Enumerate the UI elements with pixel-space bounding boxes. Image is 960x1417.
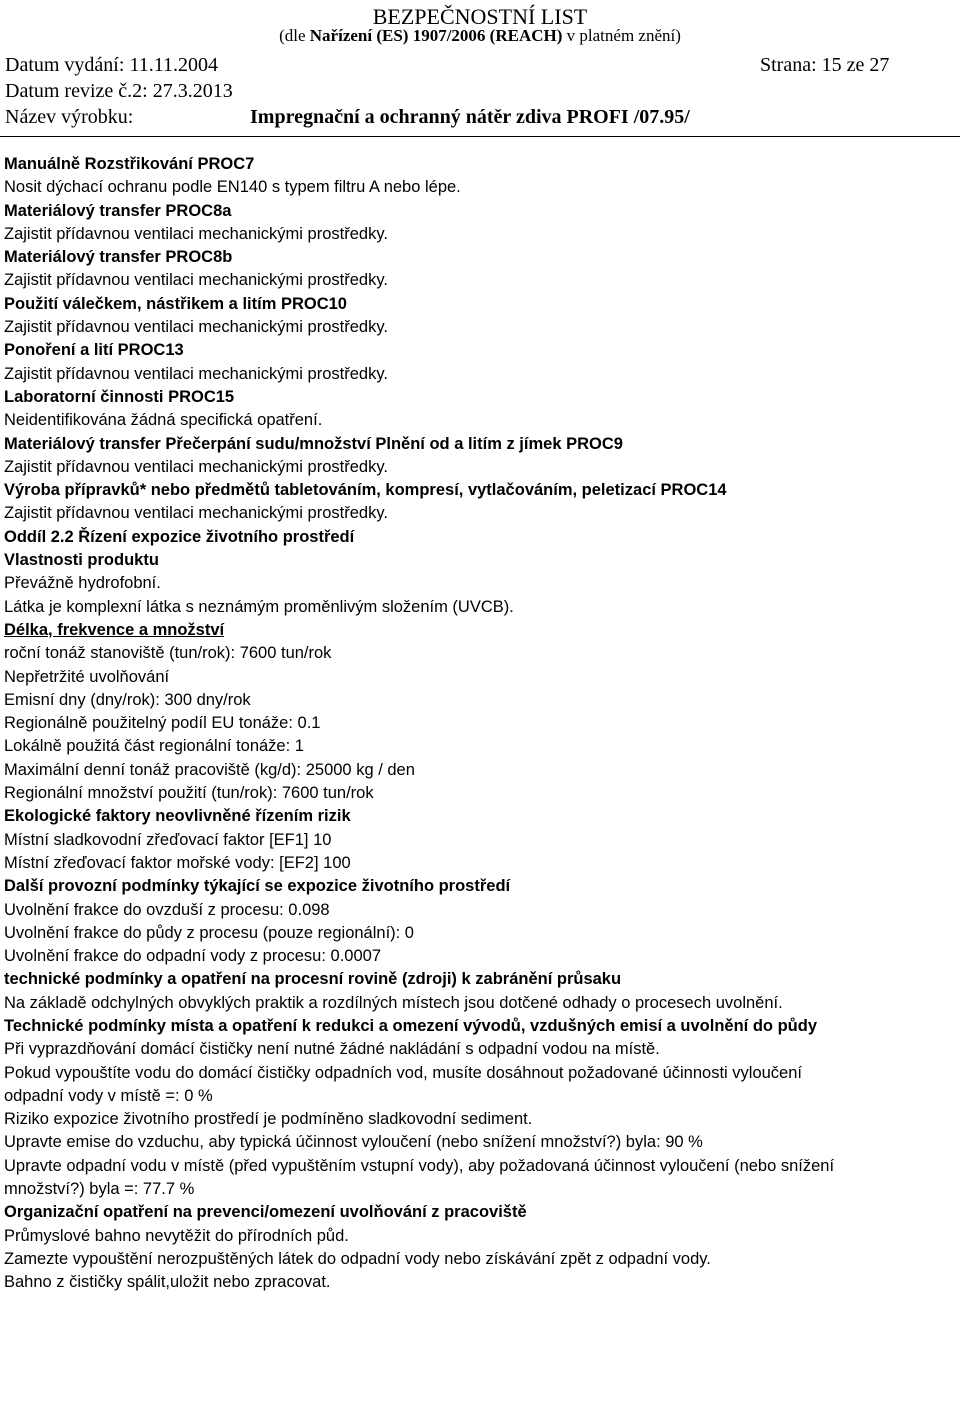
document-body	[4, 153, 954, 1295]
text-line: Regionální množství použití (tun/rok): 7600 tun/rok	[4, 784, 374, 803]
text-line: Upravte emise do vzduchu, aby typická účinnost vyloučení (nebo snížení množství?) byla: 90 %	[4, 1133, 703, 1152]
section-heading: Materiálový transfer PROC8a	[4, 201, 232, 220]
section-heading: technické podmínky a opatření na procesní rovině (zdroji) k zabránění průsaku	[4, 970, 622, 989]
text-line: Zajistit přídavnou ventilaci mechanickými prostředky.	[4, 504, 388, 523]
regulation-suffix: v platném znění)	[562, 26, 681, 45]
text-line: Emisní dny (dny/rok): 300 dny/rok	[4, 690, 251, 709]
text-line: Nosit dýchací ochranu podle EN140 s typem filtru A nebo lépe.	[4, 178, 461, 197]
page-header	[0, 0, 960, 140]
issue-date-row	[5, 54, 218, 77]
section-heading: Oddíl 2.2 Řízení expozice životního prostředí	[4, 527, 355, 546]
text-line: Pokud vypouštíte vodu do domácí čističky odpadních vod, musíte dosáhnout požadované účinnosti vyloučení odpadní vody v místě =: 0 %	[4, 1063, 802, 1105]
text-line: Zajistit přídavnou ventilaci mechanickými prostředky.	[4, 271, 388, 290]
text-line: roční tonáž stanoviště (tun/rok): 7600 tun/rok	[4, 644, 332, 663]
regulation-prefix: (dle	[279, 26, 310, 45]
issue-date: 11.11.2004	[129, 54, 218, 76]
text-line: Zamezte vypouštění nerozpuštěných látek do odpadní vody nebo získávání zpět z odpadní vody.	[4, 1249, 711, 1268]
product-label: Název výrobku:	[5, 106, 134, 128]
text-line: Průmyslové bahno nevytěžit do přírodních půd.	[4, 1226, 349, 1245]
text-line: Bahno z čističky spálit,uložit nebo zpracovat.	[4, 1273, 331, 1292]
text-line: Lokálně použitá část regionální tonáže: 1	[4, 737, 304, 756]
section-heading: Materiálový transfer PROC8b	[4, 248, 233, 267]
text-line: Zajistit přídavnou ventilaci mechanickými prostředky.	[4, 457, 388, 476]
text-line: Riziko expozice životního prostředí je podmíněno sladkovodní sediment.	[4, 1110, 533, 1129]
text-line: Zajistit přídavnou ventilaci mechanickými prostředky.	[4, 224, 388, 243]
text-line: Nepřetržité uvolňování	[4, 667, 170, 686]
text-line: Látka je komplexní látka s neznámým proměnlivým složením (UVCB).	[4, 597, 514, 616]
section-heading: Délka, frekvence a množství	[4, 620, 225, 639]
text-line: Regionálně použitelný podíl EU tonáže: 0.1	[4, 714, 321, 733]
product-row	[5, 106, 690, 129]
text-line: Převážně hydrofobní.	[4, 574, 161, 593]
section-heading: Materiálový transfer Přečerpání sudu/množství Plnění od a litím z jímek PROC9	[4, 434, 623, 453]
text-line: Zajistit přídavnou ventilaci mechanickými prostředky.	[4, 364, 388, 383]
section-heading: Technické podmínky místa a opatření k redukci a omezení vývodů, vzdušných emisí a uvolnění do půdy	[4, 1016, 817, 1035]
revision-date: 27.3.2013	[152, 80, 233, 102]
section-heading: Vlastnosti produktu	[4, 551, 159, 570]
text-line: Upravte odpadní vodu v místě (před vypuštěním vstupní vody), aby požadovaná účinnost vyloučení (nebo snížení množství?) byla =: 77.7 %	[4, 1156, 835, 1199]
regulation-note	[0, 26, 960, 46]
text-line: Při vyprazdňování domácí čističky není nutné žádné nakládání s odpadní vodou na místě.	[4, 1040, 660, 1059]
text-line: Uvolnění frakce do odpadní vody z procesu: 0.0007	[4, 947, 381, 966]
section-heading: Ponoření a lití PROC13	[4, 341, 184, 360]
revision-date-row	[5, 80, 233, 103]
header-divider	[0, 136, 960, 137]
regulation-name: Nařízení (ES) 1907/2006 (REACH)	[309, 26, 563, 45]
text-line: Uvolnění frakce do ovzduší z procesu: 0.098	[4, 900, 330, 919]
section-heading: Použití válečkem, nástřikem a litím PROC10	[4, 294, 347, 313]
page-number: Strana: 15 ze 27	[760, 54, 890, 76]
section-heading: Další provozní podmínky týkající se expozice životního prostředí	[4, 877, 511, 896]
document-title: BEZPEČNOSTNÍ LIST	[372, 4, 588, 29]
text-line: Místní zřeďovací faktor mořské vody: [EF2] 100	[4, 853, 351, 872]
issue-date-label: Datum vydání:	[5, 54, 125, 76]
section-heading: Organizační opatření na prevenci/omezení uvolňování z pracoviště	[4, 1203, 527, 1222]
text-line: Na základě odchylných obvyklých praktik a rozdílných místech jsou dotčené odhady o procesech uvolnění.	[4, 993, 783, 1012]
product-name: Impregnační a ochranný nátěr zdiva PROFI /07.95/	[250, 106, 690, 128]
revision-date-label: Datum revize č.2:	[5, 80, 148, 102]
text-line: Místní sladkovodní zřeďovací faktor [EF1] 10	[4, 830, 332, 849]
text-line: Neidentifikována žádná specifická opatření.	[4, 411, 323, 430]
section-heading: Ekologické faktory neovlivněné řízením rizik	[4, 807, 351, 826]
text-line: Uvolnění frakce do půdy z procesu (pouze regionální): 0	[4, 923, 414, 942]
section-heading: Manuálně Rozstřikování PROC7	[4, 155, 255, 173]
section-heading: Laboratorní činnosti PROC15	[4, 387, 235, 406]
text-line: Zajistit přídavnou ventilaci mechanickými prostředky.	[4, 318, 388, 337]
section-heading: Výroba přípravků* nebo předmětů tabletováním, kompresí, vytlačováním, peletizací PROC14	[4, 481, 727, 500]
text-line: Maximální denní tonáž pracoviště (kg/d): 25000 kg / den	[4, 760, 415, 779]
